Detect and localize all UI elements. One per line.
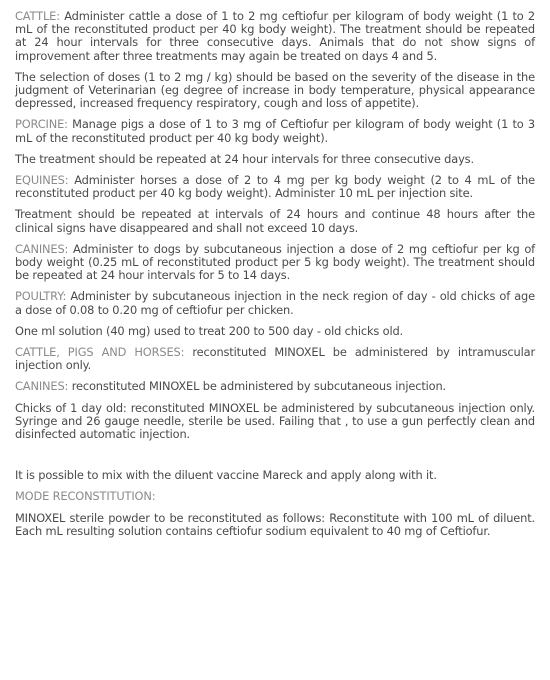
- reconstitution-heading: MODE RECONSTITUTION:: [15, 489, 156, 504]
- poultry-text: Administer by subcutaneous injection in the neck region of day - old chicks of age a dose of 0.08 to 0.20 mg of ceftiofur per chicken.: [15, 289, 535, 317]
- equines-text: Administer horses a dose of 2 to 4 mg per kg body weight (2 to 4 mL of the reconstituted product per 40 kg body weight). Administer 10 mL per injection site.: [15, 173, 535, 201]
- canines-paragraph: [15, 243, 535, 283]
- canines-label: CANINES:: [15, 241, 69, 256]
- porcine-paragraph: [15, 118, 535, 144]
- equines-paragraph: [15, 174, 535, 200]
- route-canines-label: CANINES:: [15, 379, 69, 394]
- poultry-paragraph: [15, 290, 535, 316]
- route-canines-text: reconstituted MINOXEL be administered by subcutaneous injection.: [68, 379, 447, 394]
- poultry-solution-paragraph: One ml solution (40 mg) used to treat 200 to 500 day - old chicks old.: [15, 323, 404, 338]
- reconstitution-paragraph: MINOXEL sterile powder to be reconstituted as follows: Reconstitute with 100 mL of diluent. Each mL resulting solution contains ceftiofur sodium equivalent to 40 mg of Ceftiofur.: [15, 510, 535, 538]
- cattle-text: Administer cattle a dose of 1 to 2 mg ceftiofur per kilogram of body weight (1 to 2 mL of the reconstituted product per 40 kg body weight). The treatment should be repeated at 24 hour intervals for three consecutive days. Animals that do not show signs of improvement after three treatments may again be treated on days 4 and 5.: [15, 9, 535, 63]
- porcine-text: Manage pigs a dose of 1 to 3 mg of Ceftiofur per kilogram of body weight (1 to 3 mL of the reconstituted product per 40 kg body weight).: [15, 117, 535, 145]
- chicks-paragraph: Chicks of 1 day old: reconstituted MINOXEL be administered by subcutaneous injection only. Syringe and 26 gauge needle, sterile be used. Failing that , to use a gun perfectly clean and disinfected automatic injection.: [15, 400, 535, 442]
- dose-selection-paragraph: The selection of doses (1 to 2 mg / kg) should be based on the severity of the disease in the judgment of Veterinarian (eg degree of increase in body temperature, physical appearance depressed, increased frequency respiratory, cough and loss of appetite).: [15, 69, 535, 111]
- cattle-paragraph: [15, 10, 535, 63]
- porcine-repeat-paragraph: The treatment should be repeated at 24 hour intervals for three consecutive days.: [15, 151, 474, 166]
- equines-repeat-paragraph: Treatment should be repeated at intervals of 24 hours and continue 48 hours after the clinical signs have disappeared and shall not exceed 10 days.: [15, 207, 535, 235]
- route-large-text: reconstituted MINOXEL be administered by intramuscular injection only.: [15, 345, 535, 373]
- dosage-document: [15, 10, 535, 546]
- route-large-label: CATTLE, PIGS AND HORSES:: [15, 345, 185, 360]
- equines-label: EQUINES:: [15, 173, 69, 188]
- cattle-label: CATTLE:: [15, 9, 60, 23]
- mix-note-paragraph: It is possible to mix with the diluent vaccine Mareck and apply along with it.: [15, 468, 437, 483]
- route-canines-paragraph: [15, 380, 535, 393]
- route-large-animals-paragraph: [15, 346, 535, 372]
- porcine-label: PORCINE:: [15, 117, 68, 132]
- canines-text: Administer to dogs by subcutaneous injection a dose of 2 mg ceftiofur per kg of body weight (0.25 mL of reconstituted product per 5 kg body weight). The treatment should be repeated at 24 hour intervals for 5 to 14 days.: [15, 241, 535, 283]
- poultry-label: POULTRY:: [15, 289, 67, 304]
